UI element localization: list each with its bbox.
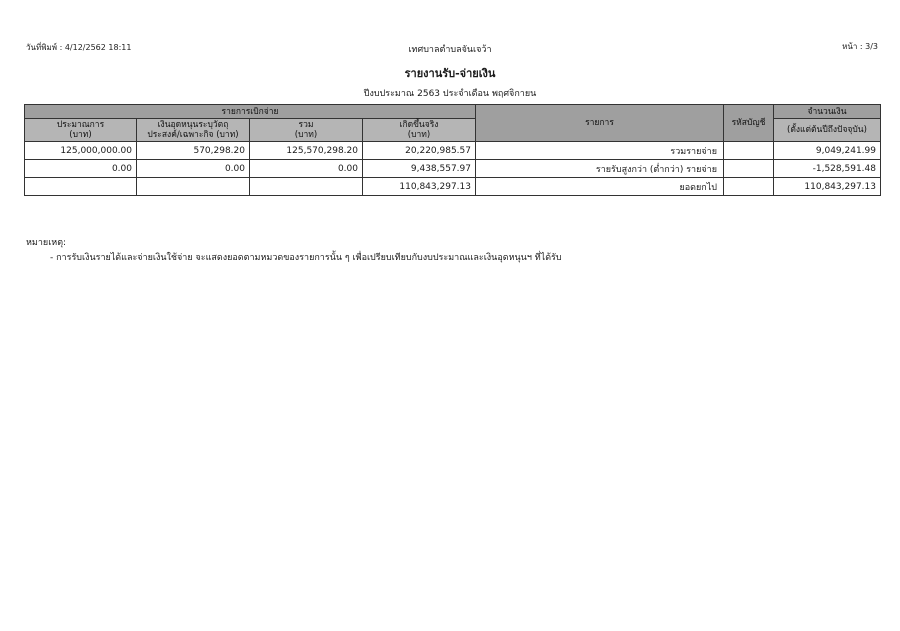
cell-item: รายรับสูงกว่า (ต่ำกว่า) รายจ่าย bbox=[476, 160, 724, 178]
cell-total: 125,570,298.20 bbox=[250, 142, 363, 160]
group-header: รายการเบิกจ่าย bbox=[25, 105, 476, 119]
page-number: หน้า : 3/3 bbox=[842, 42, 878, 51]
cell-total bbox=[250, 178, 363, 196]
cell-item: รวมรายจ่าย bbox=[476, 142, 724, 160]
report-subtitle: ปีงบประมาณ 2563 ประจำเดือน พฤศจิกายน bbox=[363, 89, 537, 99]
cell-amount: 110,843,297.13 bbox=[774, 178, 881, 196]
col-header-budget: ประมาณการ (บาท) bbox=[25, 119, 137, 142]
receipt-payment-table bbox=[24, 104, 881, 196]
col-header-actual: เกิดขึ้นจริง (บาท) bbox=[363, 119, 476, 142]
organization-name: เทศบาลตำบลจันเจว้า bbox=[408, 45, 492, 55]
report-title: รายงานรับ-จ่ายเงิน bbox=[404, 67, 496, 80]
cell-account-code bbox=[724, 160, 774, 178]
cell-reserve-fund: 570,298.20 bbox=[137, 142, 250, 160]
cell-actual: 20,220,985.57 bbox=[363, 142, 476, 160]
cell-actual: 9,438,557.97 bbox=[363, 160, 476, 178]
table-row bbox=[25, 142, 881, 160]
cell-total: 0.00 bbox=[250, 160, 363, 178]
table-row bbox=[25, 178, 881, 196]
cell-account-code bbox=[724, 142, 774, 160]
cell-budget: 0.00 bbox=[25, 160, 137, 178]
col-header-account-code: รหัสบัญชี bbox=[724, 105, 774, 142]
cell-amount: 9,049,241.99 bbox=[774, 142, 881, 160]
table-row bbox=[25, 160, 881, 178]
cell-budget: 125,000,000.00 bbox=[25, 142, 137, 160]
notes-text: - การรับเงินรายได้และจ่ายเงินใช้จ่าย จะแสดงยอดตามหมวดของรายการนั้น ๆ เพื่อเปรียบเทียบกับงบประมาณและเงินอุดหนุนฯ ที่ได้รับ bbox=[50, 253, 562, 263]
cell-reserve-fund: 0.00 bbox=[137, 160, 250, 178]
col-header-reserve-fund: เงินอุดหนุนระบุวัตถุ ประสงค์/เฉพาะกิจ (บาท) bbox=[137, 119, 250, 142]
col-header-amount: จำนวนเงิน bbox=[774, 105, 881, 119]
cell-item: ยอดยกไป bbox=[476, 178, 724, 196]
cell-reserve-fund bbox=[137, 178, 250, 196]
cell-actual: 110,843,297.13 bbox=[363, 178, 476, 196]
cell-amount: -1,528,591.48 bbox=[774, 160, 881, 178]
print-date: วันที่พิมพ์ : 4/12/2562 18:11 bbox=[26, 43, 132, 52]
col-header-item: รายการ bbox=[476, 105, 724, 142]
col-header-total: รวม (บาท) bbox=[250, 119, 363, 142]
notes-label: หมายเหตุ: bbox=[26, 238, 67, 248]
cell-budget bbox=[25, 178, 137, 196]
col-header-amount-sub: (ตั้งแต่ต้นปีถึงปัจจุบัน) bbox=[774, 119, 881, 142]
cell-account-code bbox=[724, 178, 774, 196]
